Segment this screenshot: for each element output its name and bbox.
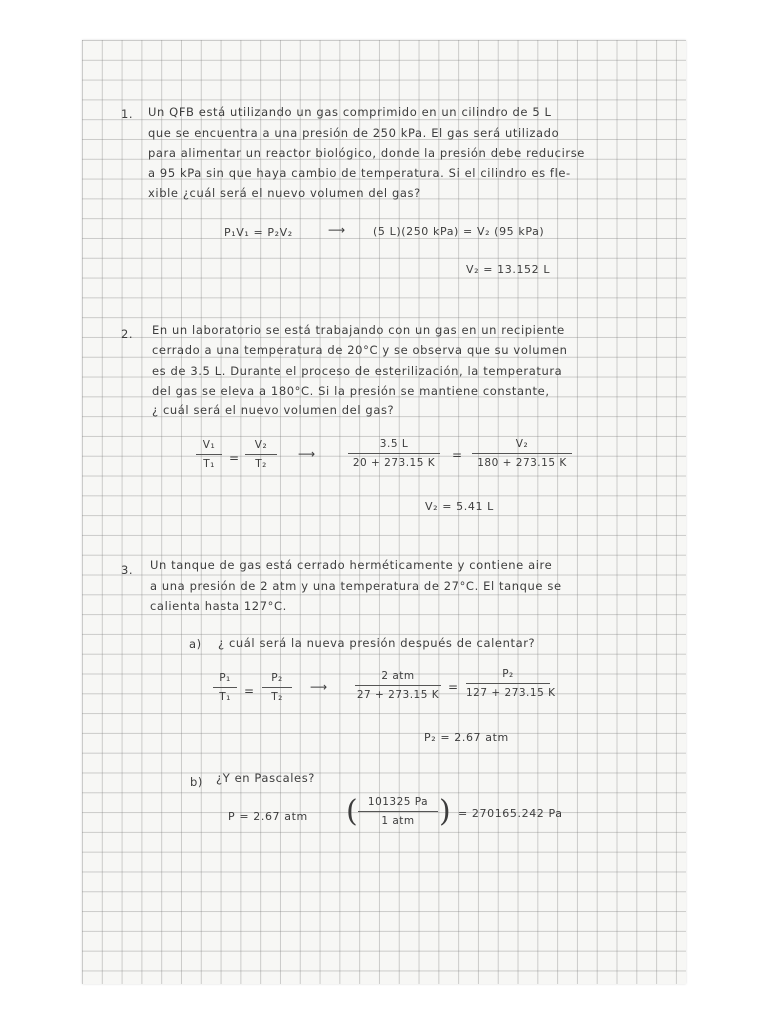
problem-text-line: a una presión de 2 atm y una temperatura de 27°C. El tanque se (150, 579, 562, 593)
fraction-v1-t1: V₁ T₁ (196, 439, 222, 470)
result: = 270165.242 Pa (458, 807, 563, 820)
problem-text-line: es de 3.5 L. Durante el proceso de esterilización, la temperatura (152, 364, 563, 378)
arrow-icon: ⟶ (328, 223, 346, 237)
problem-number: 3. (121, 563, 134, 577)
fraction-substituted-2: P₂ 127 + 273.15 K (466, 668, 556, 699)
fraction-p2-t2: P₂ T₂ (262, 672, 292, 703)
left-parenthesis: ( (346, 794, 358, 829)
right-parenthesis: ) (439, 794, 451, 829)
substitution: (5 L)(250 kPa) = V₂ (95 kPa) (373, 225, 545, 238)
arrow-icon: ⟶ (298, 447, 316, 461)
problem-text-line: Un tanque de gas está cerrado herméticamente y contiene aire (150, 558, 553, 572)
conversion-factor: 101325 Pa 1 atm (358, 796, 438, 827)
problem-text-line: En un laboratorio se está trabajando con un gas en un recipiente (152, 323, 565, 337)
graph-paper-sheet (82, 40, 686, 984)
arrow-icon: ⟶ (310, 680, 328, 694)
part-b-question: ¿Y en Pascales? (216, 771, 315, 785)
equals-sign: = (452, 448, 463, 462)
problem-text-line: calienta hasta 127°C. (150, 599, 287, 613)
problem-text-line: xible ¿cuál será el nuevo volumen del gas? (148, 186, 421, 200)
result: P₂ = 2.67 atm (424, 731, 509, 744)
fraction-p1-t1: P₁ T₁ (213, 672, 237, 703)
problem-text-line: cerrado a una temperatura de 20°C y se observa que su volumen (152, 343, 568, 357)
pressure-lhs: P = 2.67 atm (228, 810, 308, 823)
equals-sign: = (448, 680, 459, 694)
result: V₂ = 13.152 L (466, 263, 551, 276)
problem-text-line: del gas se eleva a 180°C. Si la presión se mantiene constante, (152, 384, 550, 398)
fraction-substituted-1: 3.5 L 20 + 273.15 K (348, 438, 440, 469)
fraction-substituted-2: V₂ 180 + 273.15 K (472, 438, 572, 469)
part-a-question: ¿ cuál será la nueva presión después de calentar? (218, 636, 536, 650)
result: V₂ = 5.41 L (425, 500, 494, 513)
part-a-label: a) (189, 637, 202, 651)
part-b-label: b) (190, 775, 203, 789)
problem-text-line: ¿ cuál será el nuevo volumen del gas? (152, 403, 395, 417)
equals-sign: = (244, 684, 255, 698)
fraction-substituted-1: 2 atm 27 + 273.15 K (356, 670, 440, 701)
problem-text-line: a 95 kPa sin que haya cambio de temperatura. Si el cilindro es fle- (148, 166, 571, 180)
problem-text-line: Un QFB está utilizando un gas comprimido en un cilindro de 5 L (148, 105, 552, 119)
equals-sign: = (229, 451, 240, 465)
fraction-v2-t2: V₂ T₂ (245, 439, 277, 470)
problem-number: 1. (121, 107, 134, 121)
formula-boyle: P₁V₁ = P₂V₂ (224, 226, 293, 239)
problem-text-line: que se encuentra a una presión de 250 kPa. El gas será utilizado (148, 126, 560, 140)
problem-text-line: para alimentar un reactor biológico, donde la presión debe reducirse (148, 146, 585, 160)
problem-number: 2. (121, 327, 134, 341)
